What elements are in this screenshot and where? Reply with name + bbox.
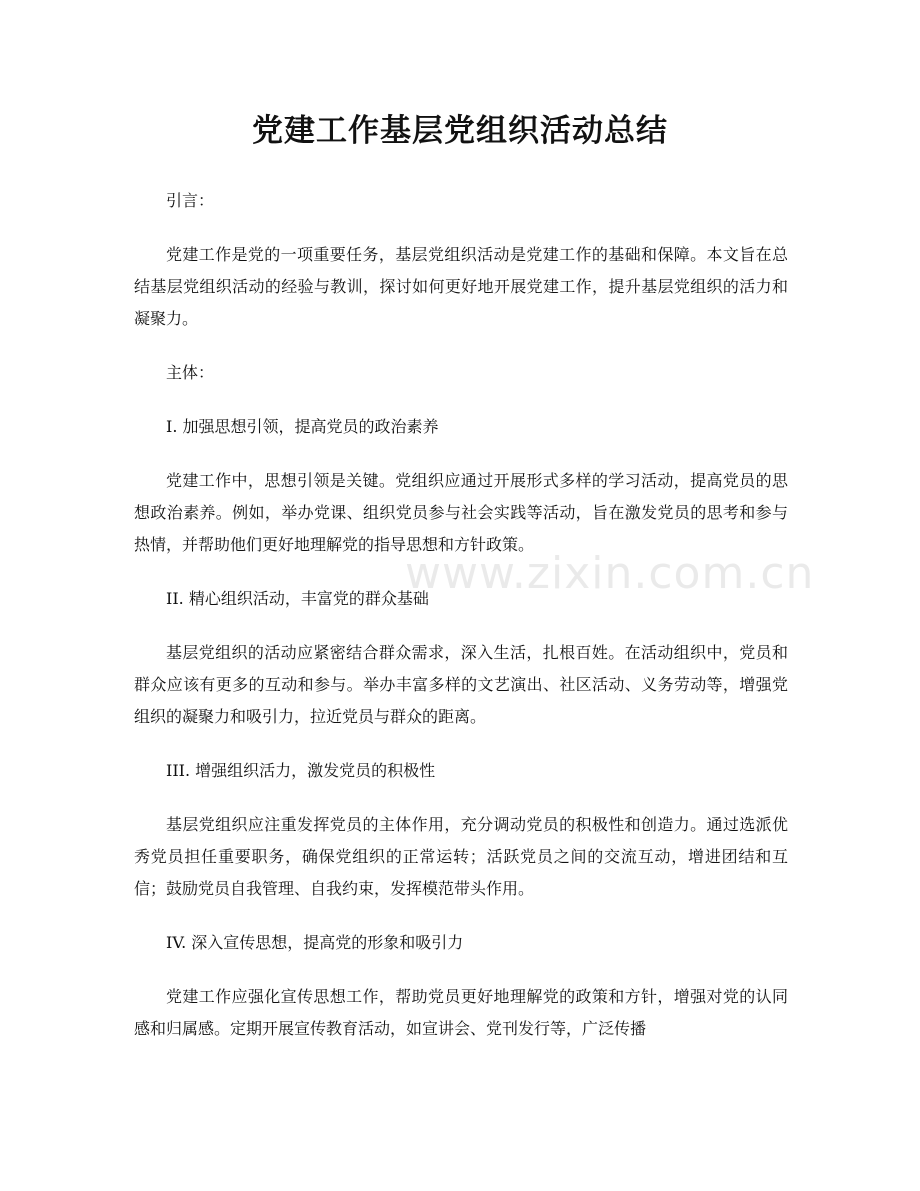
section-heading-1: I. 加强思想引领，提高党员的政治素养: [166, 417, 439, 436]
section-paragraph-2: 基层党组织的活动应紧密结合群众需求，深入生活，扎根百姓。在活动组织中，党员和群众应该有更多的互动和参与。举办丰富多样的文艺演出、社区活动、义务劳动等，增强党组织的凝聚力和吸引力，拉近党员与群众的距离。: [134, 643, 788, 726]
section-paragraph-3: 基层党组织应注重发挥党员的主体作用，充分调动党员的积极性和创造力。通过选派优秀党员担任重要职务，确保党组织的正常运转；活跃党员之间的交流互动，增进团结和互信；鼓励党员自我管理、自我约束，发挥模范带头作用。: [134, 815, 788, 898]
intro-paragraph: 党建工作是党的一项重要任务，基层党组织活动是党建工作的基础和保障。本文旨在总结基层党组织活动的经验与教训，探讨如何更好地开展党建工作，提升基层党组织的活力和凝聚力。: [134, 245, 788, 328]
section-paragraph-1: 党建工作中，思想引领是关键。党组织应通过开展形式多样的学习活动，提高党员的思想政治素养。例如，举办党课、组织党员参与社会实践等活动，旨在激发党员的思考和参与热情，并帮助他们更好地理解党的指导思想和方针政策。: [134, 471, 788, 554]
watermark-text: www.zixin.com.cn: [405, 548, 815, 599]
document-body: [134, 185, 788, 1045]
section-paragraph-4: 党建工作应强化宣传思想工作，帮助党员更好地理解党的政策和方针，增强对党的认同感和归属感。定期开展宣传教育活动，如宣讲会、党刊发行等，广泛传播: [134, 987, 788, 1038]
section-heading-4: IV. 深入宣传思想，提高党的形象和吸引力: [166, 933, 464, 952]
intro-label: 引言：: [166, 191, 215, 210]
section-heading-3: III. 增强组织活力，激发党员的积极性: [166, 761, 436, 780]
section-heading-2: II. 精心组织活动，丰富党的群众基础: [166, 589, 429, 608]
document-title: 党建工作基层党组织活动总结: [252, 113, 668, 149]
body-label: 主体：: [166, 363, 215, 382]
